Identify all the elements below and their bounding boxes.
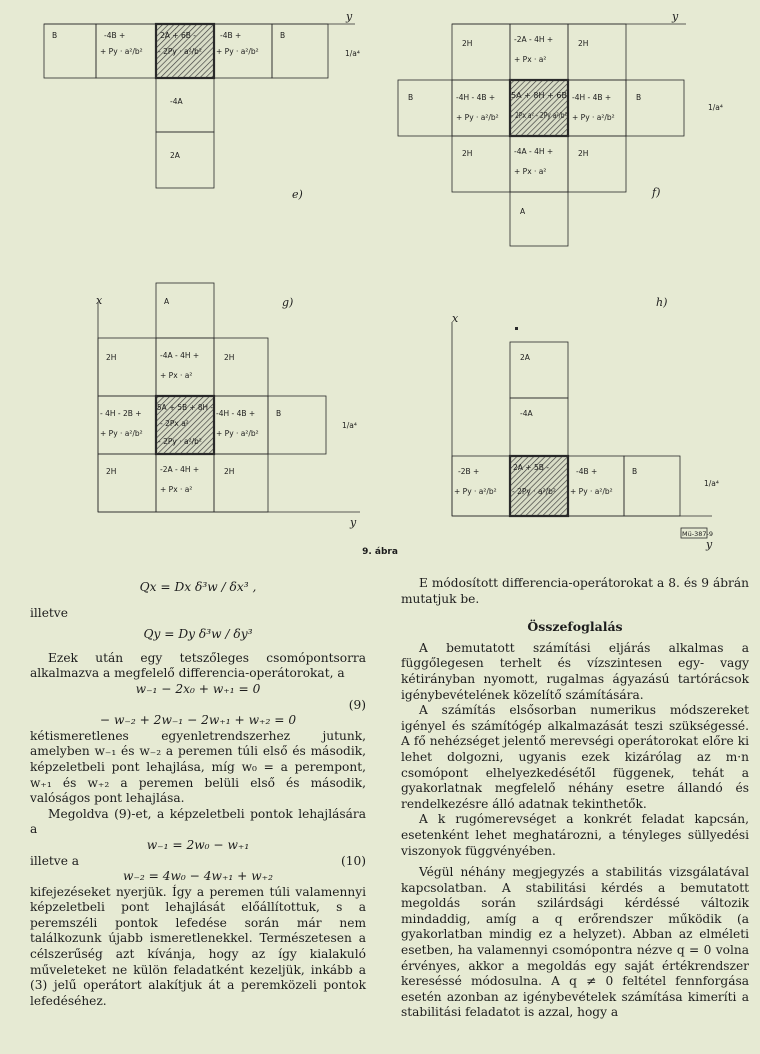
panel-e-label: -4A <box>170 97 183 106</box>
panel-h-tag: h) <box>656 296 668 309</box>
panel-g-cell <box>268 396 326 454</box>
panel-f-label: 2H <box>578 39 589 48</box>
paragraph: Ezek után egy tetszőleges csomópontsorra alkalmazva a megfelelő differencia-operátorokat, a <box>30 650 366 681</box>
panel-f-cell <box>452 24 510 80</box>
panel-f-axis-y-label: y <box>672 10 679 23</box>
panel-h-label: 2A <box>520 353 530 362</box>
panel-g-cell <box>156 338 214 396</box>
panel-h-label: -4A <box>520 409 533 418</box>
panel-h-label: + Py · a²/b² <box>454 487 497 496</box>
panel-g-label: A <box>164 297 170 306</box>
equation-9b: − w₋₂ + 2w₋₁ − 2w₊₁ + w₊₂ = 0 <box>99 713 297 728</box>
panel-f-label: 2H <box>578 149 589 158</box>
panel-f-tag: f) <box>652 186 661 199</box>
panel-f-label: + Py · a²/b² <box>456 113 499 122</box>
equation-10b: w₋₂ = 4w₀ − 4w₊₁ + w₊₂ <box>123 869 273 884</box>
panel-e-label: - 2Py · a²/b² <box>158 47 202 56</box>
panel-g-cell <box>98 338 156 396</box>
panel-g-label: + Py · a²/b² <box>216 429 259 438</box>
panel-h-label: B <box>632 467 638 476</box>
panel-h-dot <box>515 327 518 330</box>
equation-number: (9) <box>348 697 366 712</box>
figure-stamp: Mü-387-9 <box>682 530 713 538</box>
panel-g-label: - 2Px a² <box>160 419 189 428</box>
panel-g-label: -4H - 4B + <box>216 409 256 418</box>
section-heading: Összefoglalás <box>527 619 623 635</box>
panel-f-label: 5A + 8H + 6B <box>511 91 567 100</box>
panel-f-label: -4H - 4B + <box>456 93 496 102</box>
panel-f-label: + Px · a² <box>514 167 547 176</box>
panel-g <box>98 283 360 512</box>
panel-f-cell <box>452 136 510 192</box>
panel-f-label: - 2Px a² - 2Py a²/b² <box>511 111 567 120</box>
panel-g-label: + Py · a²/b² <box>100 429 143 438</box>
panel-f-label: 2H <box>462 149 473 158</box>
panel-f-label: + Px · a² <box>514 55 547 64</box>
panel-f-label: B <box>408 93 414 102</box>
paragraph: kétismeretlenes egyenletrendszerhez jutunk, amelyben w₋₁ és w₋₂ a peremen túli első és második, képzeletbeli pont lehajlása, míg w₀ = a perempont, w₊₁ és w₊₂ a peremen belüli első és második, valóságos pont lehajlása. <box>30 728 366 806</box>
panel-f-cell <box>626 80 684 136</box>
panel-g-label: - 4H - 2B + <box>100 409 142 418</box>
panel-h-cell <box>568 456 624 516</box>
panel-h-cell <box>510 398 568 456</box>
panel-g-cell <box>156 283 214 338</box>
paragraph: Végül néhány megjegyzés a stabilitás vizsgálatával kapcsolatban. A stabilitási kérdés a bemutatott megoldás során szilárdsági kérdéssé változik mindaddig, amíg a q erőrendszer működik (a gyakorlatban mindig ez a helyzet). Abban az elméleti esetben, ha valamennyi csomópontra nézve q = 0 volna érvényes, akkor a megoldás egy saját értékrendszer kereséssé módosulna. A q ≠ 0 feltétel fennforgása esetén azonban az igénybevételek számítása kimeríti a stabilitási feladatot is azzal, hogy a <box>401 865 749 1020</box>
panel-f-cell <box>510 136 568 192</box>
panel-g-label: - 2Py · a²/b² <box>158 437 202 446</box>
panel-g-cell <box>214 338 268 396</box>
panel-g-cell <box>156 454 214 512</box>
panel-f-cell <box>398 80 452 136</box>
panel-e-tag: e) <box>292 188 303 201</box>
figure-caption: 9. ábra <box>362 547 398 557</box>
panel-h-label: - 2Py · a²/b² <box>512 487 556 496</box>
panel-f-cell <box>510 192 568 246</box>
right-column <box>401 576 749 1021</box>
panel-e-label: -4B + <box>104 31 126 40</box>
panel-h-label: 2A + 5B - <box>513 463 549 472</box>
panel-h-label: -4B + <box>576 467 598 476</box>
panel-h-axis-x-label: x <box>452 312 459 325</box>
panel-h-cell <box>624 456 680 516</box>
panel-e-cell <box>156 78 214 132</box>
panel-f-cell <box>452 80 510 136</box>
panel-h-cell <box>510 342 568 398</box>
panel-f-label: + Py · a²/b² <box>572 113 615 122</box>
panel-f-label: A <box>520 207 526 216</box>
formula-qy: Qy = Dy δ³w / δy³ <box>143 627 253 642</box>
panel-f-label: -4H - 4B + <box>572 93 612 102</box>
panel-g-label: -4A - 4H + <box>160 351 200 360</box>
equation-10-row <box>30 854 366 870</box>
paragraph: A k rugómerevséget a konkrét feladat kapcsán, esetenként lehet meghatározni, a tényleges süllyedési viszonyok függvényében. <box>401 812 749 858</box>
panel-g-label: 2H <box>224 467 235 476</box>
equation-9-row <box>30 698 366 714</box>
panel-e-label: -4B + <box>220 31 242 40</box>
illetve-2: illetve a <box>30 853 80 868</box>
panel-g-label: 2H <box>224 353 235 362</box>
panel-h-label: -2B + <box>458 467 480 476</box>
panel-f-cell <box>568 136 626 192</box>
panel-e-label: B <box>280 31 286 40</box>
paragraph: A számítás elsősorban numerikus módszereket igényel és számítógép alkalmazását teszi szükségessé. A fő nehézséget jelentő merevségi operátorokat előre ki lehet dolgozni, ugyanis ezek kizárólag az m·n csomópont elhelyezkedésétől függenek, tehát a gyakorlatnak megfelelő néhány esetre állandó és rendelkezésre álló adatnak tekinthetők. <box>401 703 749 811</box>
panel-f-cell <box>568 80 626 136</box>
panel-f-cell <box>568 24 626 80</box>
panel-g-label: + Px · a² <box>160 485 193 494</box>
panel-g-label: 2H <box>106 467 117 476</box>
panel-e-cell <box>156 132 214 188</box>
panel-g-label: B <box>276 409 282 418</box>
panel-g-label: -2A - 4H + <box>160 465 200 474</box>
panel-h-factor: 1/a⁴ <box>704 479 719 488</box>
panel-g-cell <box>98 454 156 512</box>
panel-f-cell <box>510 24 568 80</box>
panel-g-axis-x-label: x <box>96 294 103 307</box>
panel-g-cell <box>214 396 268 454</box>
illetve-1: illetve <box>30 605 68 620</box>
panel-g-cell <box>98 396 156 454</box>
panel-e-label: + Py · a²/b² <box>216 47 259 56</box>
panel-h-cell <box>452 456 510 516</box>
panel-g-cell <box>214 454 268 512</box>
panel-g-label: + Px · a² <box>160 371 193 380</box>
panel-g-label: 5A + 5B + 8H - <box>157 403 214 412</box>
paragraph: A bemutatott számítási eljárás alkalmas a függőlegesen terhelt és vízszintesen egy- vagy kétirányban nyomott, rugalmas ágyazású tartórácsok igénybevételének közelítő számítására. <box>401 640 749 702</box>
panel-h-axis-y-label: y <box>706 538 713 551</box>
panel-e-axis-y-label: y <box>346 10 353 23</box>
panel-e-label: B <box>52 31 58 40</box>
paragraph: E módosított differencia-operátorokat a 8. és 9 ábrán mutatjuk be. <box>401 576 749 606</box>
panel-h <box>452 322 712 538</box>
panel-e-factor: 1/a⁴ <box>345 49 360 58</box>
panel-f-label: -2A - 4H + <box>514 35 554 44</box>
panel-f-label: -4A - 4H + <box>514 147 554 156</box>
paragraph: kifejezéseket nyerjük. Így a peremen túli valamennyi képzeletbeli pont lehajlását előállítottuk, s a peremszéli pontok lefedése során már nem találkozunk újabb ismeretlenekkel. Természetesen a célszerűség azt kívánja, hogy az így kialakuló műveleteket ne külön feladatként kezeljük, inkább a (3) jelű operátort alakítjuk át a peremközeli pontok lefedéséhez. <box>30 884 366 1008</box>
panel-e-label: 2A + 6B - <box>160 31 196 40</box>
equation-number: (10) <box>340 853 366 868</box>
panel-f-label: B <box>636 93 642 102</box>
panel-g-factor: 1/a⁴ <box>342 421 357 430</box>
panel-f-center-cell <box>510 80 568 136</box>
panel-f-label: 2H <box>462 39 473 48</box>
equation-9a: w₋₁ − 2x₀ + w₊₁ = 0 <box>135 681 261 696</box>
panel-g-axis-y-label: y <box>350 516 357 529</box>
formula-qx: Qx = Dx δ³w / δx³ , <box>139 580 257 594</box>
panel-g-label: 2H <box>106 353 117 362</box>
panel-e-label: + Py · a²/b² <box>100 47 143 56</box>
paragraph: Megoldva (9)-et, a képzeletbeli pontok lehajlására a <box>30 806 366 837</box>
panel-g-tag: g) <box>282 296 294 309</box>
left-column <box>30 576 366 1009</box>
panel-f-factor: 1/a⁴ <box>708 103 723 112</box>
equation-10a: w₋₁ = 2w₀ − w₊₁ <box>146 837 250 852</box>
panel-e-label: 2A <box>170 151 180 160</box>
panel-h-label: + Py · a²/b² <box>570 487 613 496</box>
